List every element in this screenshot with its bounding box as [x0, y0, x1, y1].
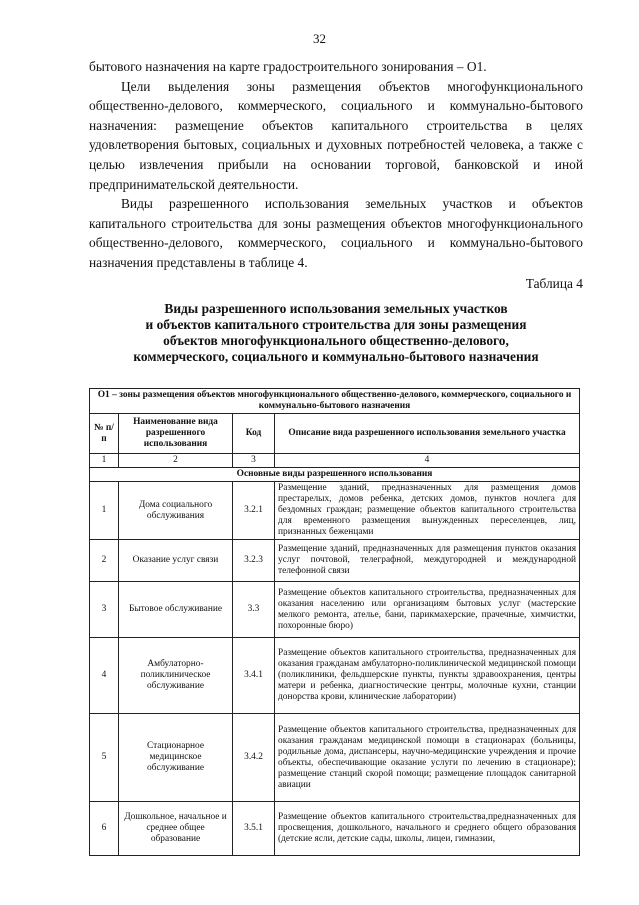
header-name: Наименование вида разрешенного использования: [119, 414, 233, 454]
table-row: [90, 482, 580, 540]
permitted-uses-table: [89, 388, 580, 856]
use-code: 3.5.1: [233, 802, 275, 856]
use-description: Размещение объектов капитального строительства,предназначенных для просвещения, дошкольного, начального и среднего общего образования (детские ясли, детские сады, школы, лицеи, гимназии,: [275, 802, 580, 856]
column-number: 2: [119, 454, 233, 468]
table-row: [90, 582, 580, 638]
use-name: Стационарное медицинское обслуживание: [119, 714, 233, 802]
use-description: Размещение объектов капитального строительства, предназначенных для оказания гражданам медицинской помощи в стационарах (больницы, родильные дома, диспансеры, научно-медицинские учреждения и прочие объекты, обеспечивающие оказание услуги по лечению в стационаре); размещение станций скорой помощи; размещение площадок санитарной авиации: [275, 714, 580, 802]
row-number: 4: [90, 638, 119, 714]
use-name: Дошкольное, начальное и среднее общее образование: [119, 802, 233, 856]
column-number-row: [90, 454, 580, 468]
paragraph: Цели выделения зоны размещения объектов многофункционального общественно-делового, коммерческого, социального и коммунально-бытового назначения: размещение объектов капитального строительства в целях удовлетворения бытовых, социальных и духовных потребностей человека, а также с целью извлечения прибыли на основании торговой, банковской и иной предпринимательской деятельности.: [89, 78, 583, 192]
row-number: 5: [90, 714, 119, 802]
use-description: Размещение объектов капитального строительства, предназначенных для оказания населению или организациям бытовых услуг (мастерские мелкого ремонта, ателье, бани, парикмахерские, прачечные, химчистки, похоронные бюро): [275, 582, 580, 638]
table-label: Таблица 4: [525, 276, 583, 291]
table-row: [90, 638, 580, 714]
title-line: и объектов капитального строительства для зоны размещения: [145, 317, 527, 332]
use-description: Размещение зданий, предназначенных для размещения домов престарелых, домов ребенка, детских домов, пунктов ночлега для бездомных граждан; размещение объектов капитального строительства для временного размещения вынужденных переселенцев, лиц, признанных беженцами: [275, 482, 580, 540]
title-line: Виды разрешенного использования земельных участков: [164, 301, 508, 316]
column-number: 3: [233, 454, 275, 468]
use-name: Бытовое обслуживание: [119, 582, 233, 638]
header-code: Код: [233, 414, 275, 454]
table-caption: О1 – зоны размещения объектов многофункционального общественно-делового, коммерческого, социального и коммунально-бытового назначения: [90, 389, 580, 414]
body-text: [89, 57, 583, 273]
use-description: Размещение объектов капитального строительства, предназначенных для оказания гражданам амбулаторно-поликлинической медицинской помощи (поликлиники, фельдшерские пункты, пункты здравоохранения, центры матери и ребенка, диагностические центры, молочные кухни, станции донорства крови, клинические лаборатории): [275, 638, 580, 714]
table-header-row: [90, 414, 580, 454]
use-code: 3.2.1: [233, 482, 275, 540]
header-number: № п/п: [90, 414, 119, 454]
row-number: 2: [90, 540, 119, 582]
use-code: 3.4.1: [233, 638, 275, 714]
table-row: [90, 540, 580, 582]
title-line: коммерческого, социального и коммунально-бытового назначения: [133, 349, 539, 364]
row-number: 6: [90, 802, 119, 856]
row-number: 3: [90, 582, 119, 638]
header-description: Описание вида разрешенного использования земельного участка: [275, 414, 580, 454]
table-row: [90, 714, 580, 802]
use-code: 3.4.2: [233, 714, 275, 802]
table-row: [90, 802, 580, 856]
row-number: 1: [90, 482, 119, 540]
column-number: 4: [275, 454, 580, 468]
column-number: 1: [90, 454, 119, 468]
paragraph: Виды разрешенного использования земельных участков и объектов капитального строительства для зоны размещения объектов многофункционального общественно-делового, коммерческого, социального и коммунально-бытового назначения представлены в таблице 4.: [89, 196, 583, 270]
use-name: Дома социального обслуживания: [119, 482, 233, 540]
use-name: Оказание услуг связи: [119, 540, 233, 582]
section-title: Основные виды разрешенного использования: [90, 468, 580, 482]
paragraph: бытового назначения на карте градостроительного зонирования – О1.: [89, 59, 487, 74]
use-name: Амбулаторно-поликлиническое обслуживание: [119, 638, 233, 714]
section-row: [90, 468, 580, 482]
table-title: [89, 301, 583, 365]
use-code: 3.3: [233, 582, 275, 638]
table-caption-row: [90, 389, 580, 414]
title-line: объектов многофункционального общественно-делового,: [163, 333, 509, 348]
use-description: Размещение зданий, предназначенных для размещения пунктов оказания услуг почтовой, телеграфной, междугородней и международной телефонной связи: [275, 540, 580, 582]
use-code: 3.2.3: [233, 540, 275, 582]
page-number: 32: [313, 31, 326, 46]
